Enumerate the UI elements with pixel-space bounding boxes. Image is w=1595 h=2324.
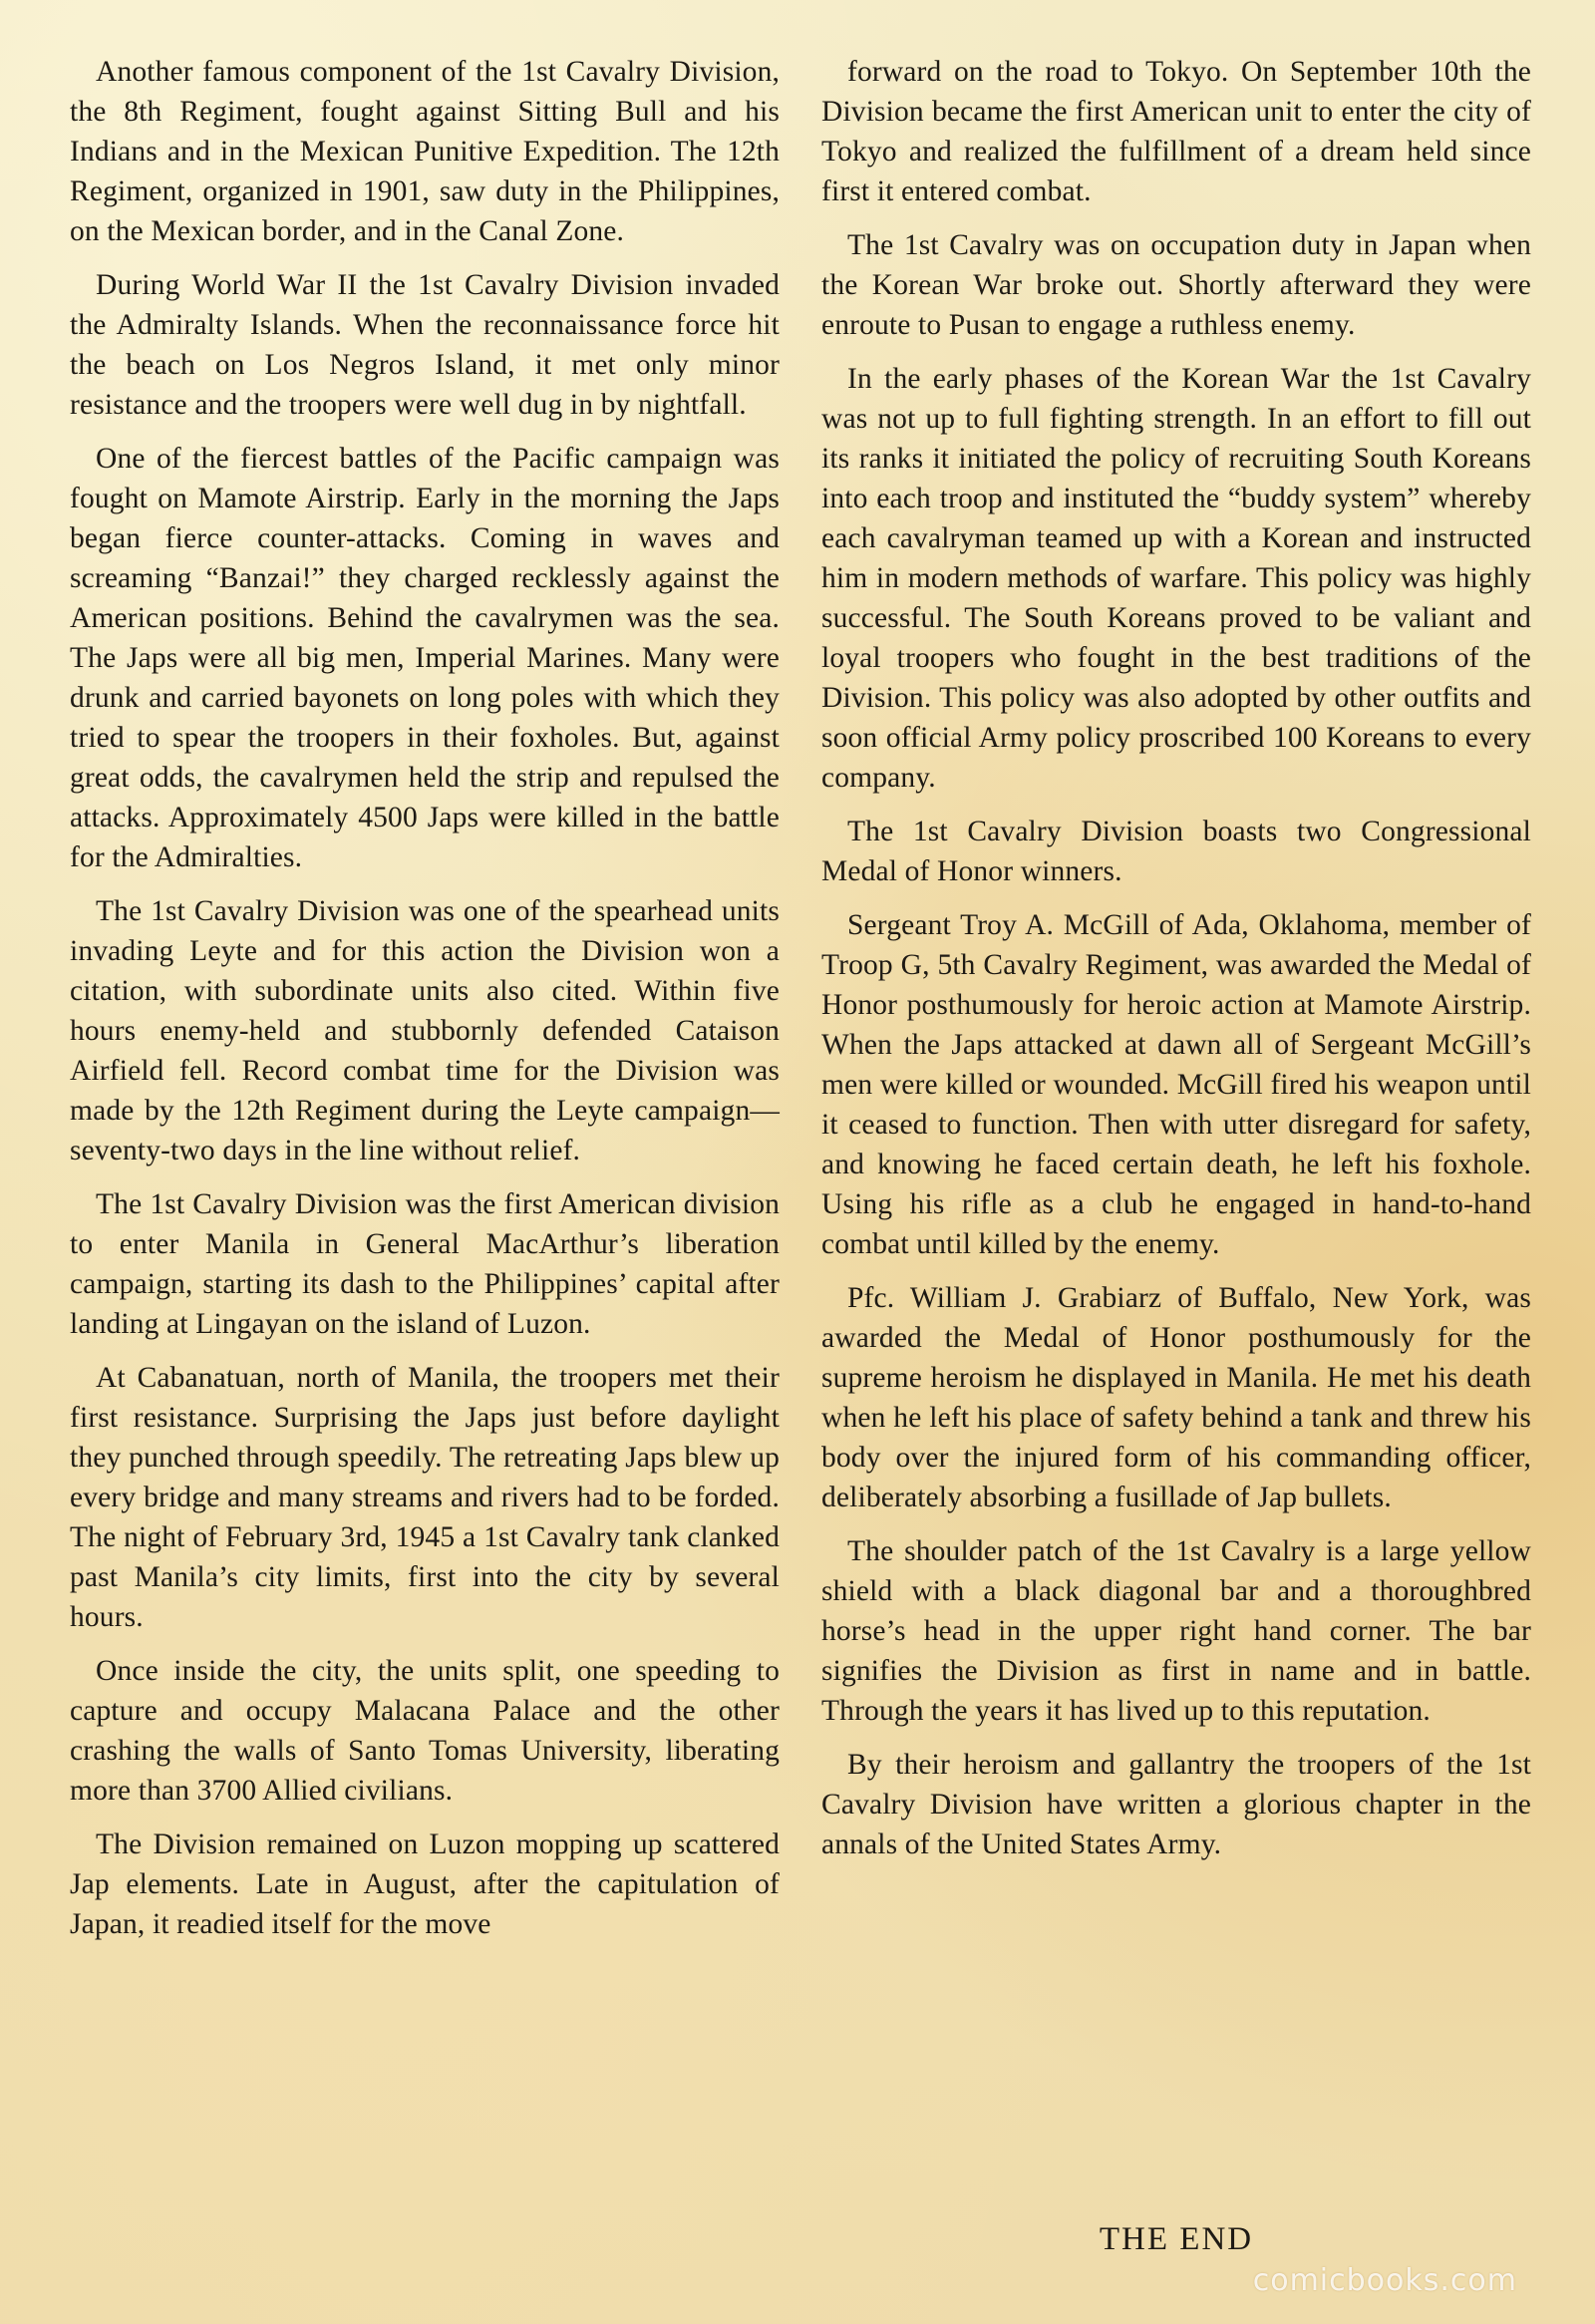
paragraph: Once inside the city, the units split, one speeding to capture and occupy Malacana Palace and the other crashing the walls of Santo Tomas University, liberating more than 3700 Allied civilians. — [70, 1655, 780, 1807]
paragraph: One of the fiercest battles of the Pacific campaign was fought on Mamote Airstrip. Early in the morning the Japs began fierce counter-attacks. Coming in waves and screaming “Banzai!” they charged recklessly against the American positions. Behind the cavalrymen was the sea. The Japs were all big men, Imperial Marines. Many were drunk and carried bayonets on long poles with which they tried to spear the troopers in their foxholes. But, against great odds, the cavalrymen held the strip and repulsed the attacks. Approximately 4500 Japs were killed in the battle for the Admiralties. — [70, 443, 780, 873]
the-end-closing: THE END — [1099, 2221, 1254, 2257]
paragraph: The 1st Cavalry Division boasts two Congressional Medal of Honor winners. — [821, 816, 1531, 887]
paragraph: The 1st Cavalry Division was one of the spearhead units invading Leyte and for this action the Division won a citation, with subordinate units also cited. Within five hours enemy-held and stubbornly defended Cataison Airfield fell. Record combat time for the Division was made by the 12th Regiment during the Leyte campaign—seventy-two days in the line without relief. — [70, 895, 780, 1166]
paragraph: Pfc. William J. Grabiarz of Buffalo, New York, was awarded the Medal of Honor posthumously for the supreme heroism he displayed in Manila. He met his death when he left his place of safety behind a tank and threw his body over the injured form of his commanding officer, deliberately absorbing a fusillade of Jap bullets. — [821, 1282, 1531, 1513]
paragraph: The 1st Cavalry was on occupation duty in Japan when the Korean War broke out. Shortly afterward they were enroute to Pusan to engage a ruthless enemy. — [821, 229, 1531, 341]
paragraph: In the early phases of the Korean War the 1st Cavalry was not up to full fighting strength. In an effort to fill out its ranks it initiated the policy of recruiting South Koreans into each troop and instituted the “buddy system” whereby each cavalryman teamed up with a Korean and instructed him in modern methods of warfare. This policy was highly successful. The South Koreans proved to be valiant and loyal troopers who fought in the best traditions of the Division. This policy was also adopted by other outfits and soon official Army policy proscribed 100 Koreans to every company. — [821, 363, 1531, 794]
paragraph: At Cabanatuan, north of Manila, the troopers met their first resistance. Surprising the Japs just before daylight they punched through speedily. The retreating Japs blew up every bridge and many streams and rivers had to be forded. The night of February 3rd, 1945 a 1st Cavalry tank clanked past Manila’s city limits, first into the city by several hours. — [70, 1362, 780, 1633]
paragraph: forward on the road to Tokyo. On September 10th the Division became the first American unit to enter the city of Tokyo and realized the fulfillment of a dream held since first it entered combat. — [821, 56, 1531, 207]
paragraph: The 1st Cavalry Division was the first American division to enter Manila in General MacArthur’s liberation campaign, starting its dash to the Philippines’ capital after landing at Lingayan on the island of Luzon. — [70, 1188, 780, 1340]
paragraph: The shoulder patch of the 1st Cavalry is a large yellow shield with a black diagonal bar and a thoroughbred horse’s head in the upper right hand corner. The bar signifies the Division as first in name and in battle. Through the years it has lived up to this reputation. — [821, 1535, 1531, 1727]
left-text-column — [70, 52, 780, 1958]
paragraph: During World War II the 1st Cavalry Division invaded the Admiralty Islands. When the reconnaissance force hit the beach on Los Negros Island, it met only minor resistance and the troopers were well dug in by nightfall. — [70, 269, 780, 421]
paragraph: Sergeant Troy A. McGill of Ada, Oklahoma, member of Troop G, 5th Cavalry Regiment, was awarded the Medal of Honor posthumously for heroic action at Mamote Airstrip. When the Japs attacked at dawn all of Sergeant McGill’s men were killed or wounded. McGill fired his weapon until it ceased to function. Then with utter disregard for safety, and knowing he faced certain death, he left his foxhole. Using his rifle as a club he engaged in hand-to-hand combat until killed by the enemy. — [821, 909, 1531, 1260]
watermark-text: comicbooks.com — [1252, 2263, 1517, 2298]
paragraph: Another famous component of the 1st Cavalry Division, the 8th Regiment, fought against Sitting Bull and his Indians and in the Mexican Punitive Expedition. The 12th Regiment, organized in 1901, saw duty in the Philippines, on the Mexican border, and in the Canal Zone. — [70, 56, 780, 247]
paragraph: The Division remained on Luzon mopping up scattered Jap elements. Late in August, after the capitulation of Japan, it readied itself for the move — [70, 1828, 780, 1940]
right-text-column — [821, 52, 1531, 1878]
paragraph: By their heroism and gallantry the troopers of the 1st Cavalry Division have written a glorious chapter in the annals of the United States Army. — [821, 1749, 1531, 1860]
